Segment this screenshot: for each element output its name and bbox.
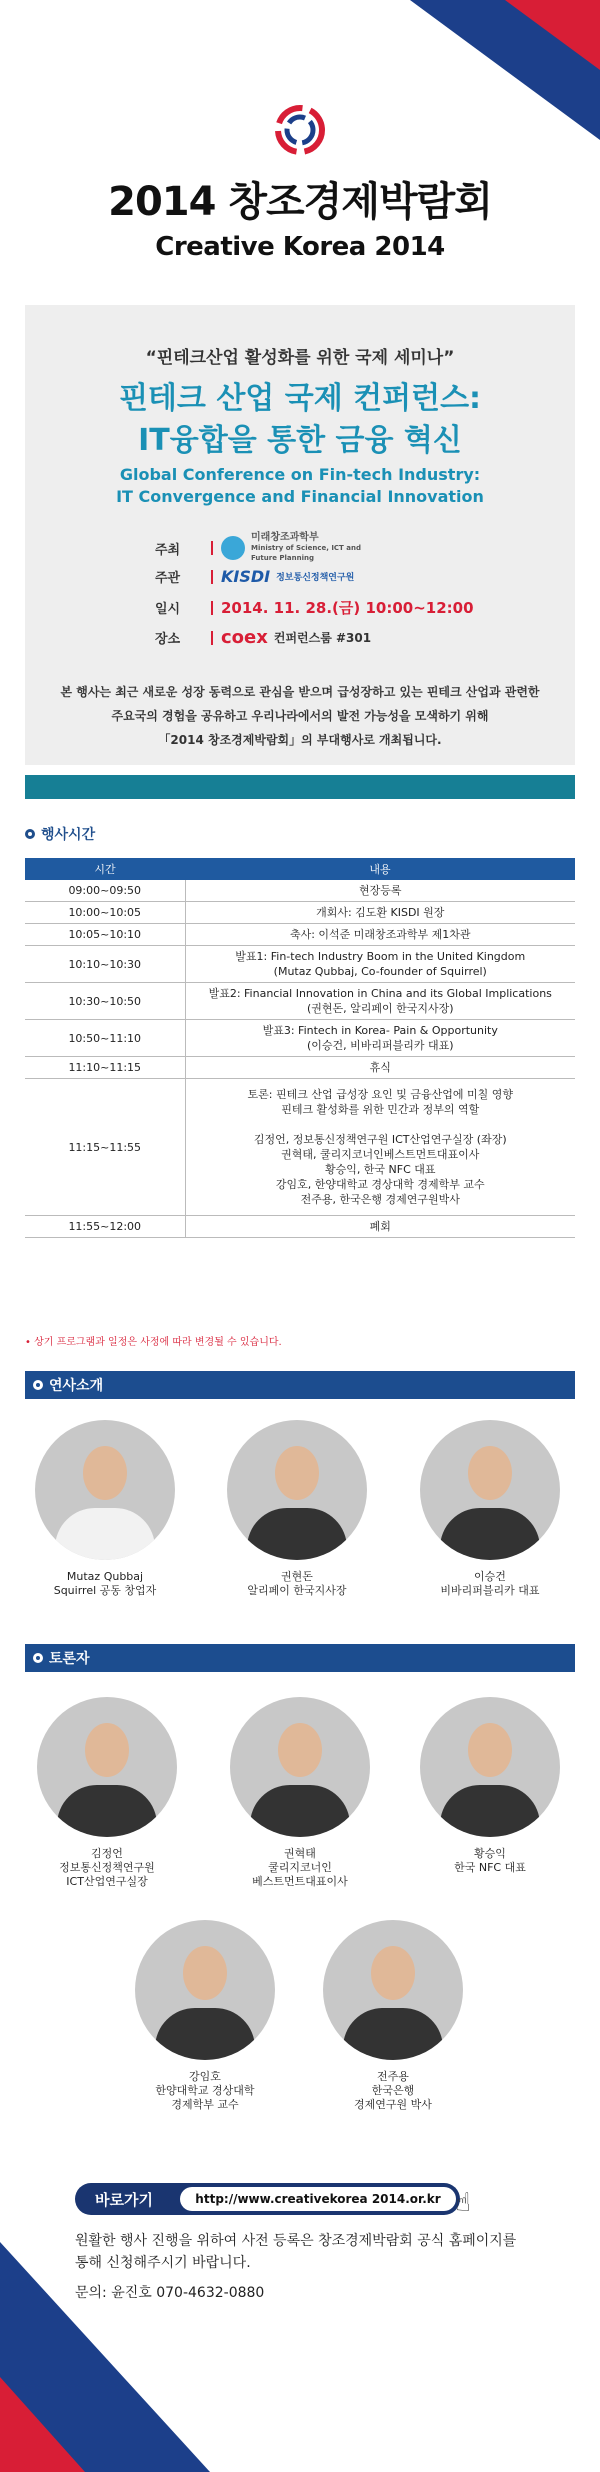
panelist-name: 전주용 — [377, 2070, 409, 2083]
panelist-photo — [420, 1697, 560, 1837]
divider — [211, 601, 213, 615]
panelist-role: 쿨리지코너인 — [268, 1861, 332, 1874]
schedule-time: 10:00~10:05 — [25, 902, 185, 924]
schedule-time: 10:10~10:30 — [25, 946, 185, 983]
schedule-content: 토론: 핀테크 산업 급성장 요인 및 금융산업에 미칠 영향 핀테크 활성화를 위한 민간과 정부의 역할 김정언, 정보통신정책연구원 ICT산업연구실장 (좌장) 권혁태, 쿨리지코너인베스트먼트대표이사 황승익, 한국 NFC 대표 강임호, 한양대학교 경상대학 경제학부 교수 전주용, 한국은행 경제연구원박사 — [185, 1079, 575, 1216]
bullet-icon — [25, 829, 35, 839]
schedule-note: • 상기 프로그램과 일정은 사정에 따라 변경될 수 있습니다. — [25, 1337, 282, 1348]
speaker-photo — [227, 1420, 367, 1560]
panelist-role: 한국 NFC 대표 — [454, 1861, 526, 1874]
page-subtitle: Creative Korea 2014 — [155, 232, 445, 262]
speaker-card — [20, 1420, 190, 1598]
table-row — [25, 924, 575, 946]
divider — [211, 541, 213, 555]
date-row — [155, 597, 474, 618]
table-row — [25, 902, 575, 924]
divider — [211, 631, 213, 645]
goto-label: 바로가기 — [95, 2190, 153, 2209]
venue-value: 컨퍼런스룸 #301 — [273, 631, 372, 645]
venue-row — [155, 627, 371, 648]
panelist-name: 황승익 — [474, 1847, 506, 1860]
organizer-org: 정보통신정책연구원 — [276, 573, 355, 583]
schedule-time: 10:30~10:50 — [25, 983, 185, 1020]
seminar-title: “핀테크산업 활성화를 위한 국제 세미나” — [145, 348, 455, 368]
coex-logo: coex — [221, 627, 268, 648]
speaker-card — [212, 1420, 382, 1598]
description-line2: 주요국의 경험을 공유하고 우리나라에서의 발전 가능성을 모색하기 위해 — [111, 709, 489, 723]
col-time-header: 시간 — [25, 858, 185, 880]
host-org-en: Ministry of Science, ICT and Future Planning — [251, 544, 361, 562]
schedule-time: 11:15~11:55 — [25, 1079, 185, 1216]
panelist-role-2: 베스트먼트대표이사 — [252, 1875, 348, 1888]
panelist-role-2: 경제연구원 박사 — [354, 2098, 432, 2111]
bullet-icon — [33, 1380, 43, 1390]
schedule-time: 09:00~09:50 — [25, 880, 185, 902]
speaker-card — [405, 1420, 575, 1598]
host-org-block — [251, 533, 381, 563]
panelist-card — [405, 1697, 575, 1875]
corner-decoration-red — [505, 0, 600, 70]
speaker-role: Squirrel 공동 창업자 — [53, 1584, 157, 1597]
schedule-content: 현장등록 — [185, 880, 575, 902]
speakers-heading-text: 연사소개 — [49, 1378, 104, 1394]
table-row — [25, 880, 575, 902]
speaker-role: 알리페이 한국지사장 — [247, 1584, 347, 1597]
speaker-photo — [35, 1420, 175, 1560]
table-row — [25, 946, 575, 983]
table-row — [25, 1020, 575, 1057]
schedule-content: 폐회 — [185, 1216, 575, 1238]
panelist-card — [308, 1920, 478, 2112]
schedule-time: 11:55~12:00 — [25, 1216, 185, 1238]
table-row — [25, 1216, 575, 1238]
panelist-card — [120, 1920, 290, 2112]
panel-heading-text: 토론자 — [49, 1651, 90, 1667]
page-title: 2014 창조경제박람회 — [108, 179, 492, 225]
date-label: 일시 — [155, 602, 181, 617]
host-label: 주최 — [155, 542, 181, 558]
schedule-content: 발표3: Fintech in Korea- Pain & Opportunity (이승건, 비바리퍼블리카 대표) — [185, 1020, 575, 1057]
panelist-role: 한양대학교 경상대학 — [155, 2084, 255, 2097]
conference-english-line2: IT Convergence and Financial Innovation — [116, 487, 484, 506]
panelist-card — [22, 1697, 192, 1889]
panel-heading — [25, 1644, 575, 1672]
schedule-time: 11:10~11:15 — [25, 1057, 185, 1079]
corner-decoration-red-bottom — [0, 2377, 85, 2472]
schedule-content: 휴식 — [185, 1057, 575, 1079]
table-row — [25, 1057, 575, 1079]
divider — [211, 570, 213, 584]
schedule-heading-text: 행사시간 — [41, 827, 96, 843]
schedule-content: 축사: 이석준 미래창조과학부 제1차관 — [185, 924, 575, 946]
organizer-row — [155, 567, 354, 586]
notice-line1: 원활한 행사 진행을 위하여 사전 등록은 창조경제박람회 공식 홈페이지를 — [75, 2233, 517, 2249]
panelist-card — [215, 1697, 385, 1889]
panelist-role: 한국은행 — [371, 2084, 415, 2097]
speaker-photo — [420, 1420, 560, 1560]
schedule-heading — [25, 824, 575, 844]
panelist-role-2: ICT산업연구실장 — [66, 1875, 148, 1888]
schedule-content: 개회사: 김도환 KISDI 원장 — [185, 902, 575, 924]
table-row — [25, 983, 575, 1020]
conference-title-line2: IT융합을 통한 금융 혁신 — [138, 423, 462, 458]
organizer-label: 주관 — [155, 571, 181, 586]
pointer-hand-icon: ☝ — [455, 2188, 471, 2218]
ministry-logo-icon — [221, 536, 245, 560]
contact-info: 문의: 윤진호 070-4632-0880 — [75, 2285, 265, 2301]
date-value: 2014. 11. 28.(금) 10:00~12:00 — [221, 599, 474, 617]
schedule-time: 10:05~10:10 — [25, 924, 185, 946]
bullet-icon — [33, 1653, 43, 1663]
panelist-photo — [323, 1920, 463, 2060]
panelist-role: 정보통신정책연구원 — [59, 1861, 155, 1874]
description-line1: 본 행사는 최근 새로운 성장 동력으로 관심을 받으며 급성장하고 있는 핀테크 산업과 관련한 — [60, 685, 540, 699]
host-org: 미래창조과학부 — [251, 532, 319, 543]
panelist-photo — [37, 1697, 177, 1837]
table-row — [25, 1079, 575, 1216]
description-line3: 「2014 창조경제박람회」의 부대행사로 개최됩니다. — [158, 733, 442, 747]
venue-label: 장소 — [155, 632, 181, 647]
table-header-row — [25, 858, 575, 880]
panelist-photo — [230, 1697, 370, 1837]
speaker-role: 비바리퍼블리카 대표 — [440, 1584, 540, 1597]
speaker-name: 권현돈 — [281, 1570, 313, 1583]
notice-line2: 통해 신청해주시기 바랍니다. — [75, 2255, 251, 2271]
divider-band — [25, 775, 575, 799]
panelist-role-2: 경제학부 교수 — [171, 2098, 239, 2111]
schedule-content: 발표2: Financial Innovation in China and its Global Implications (권현돈, 알리페이 한국지사장) — [185, 983, 575, 1020]
kisdi-logo: KISDI — [221, 567, 271, 586]
speaker-name: 이승건 — [474, 1570, 506, 1583]
speakers-heading — [25, 1371, 575, 1399]
conference-info-box — [25, 305, 575, 765]
schedule-content: 발표1: Fin-tech Industry Boom in the United Kingdom (Mutaz Qubbaj, Co-founder of Squirrel) — [185, 946, 575, 983]
panelist-name: 권혁태 — [284, 1847, 316, 1860]
creative-korea-logo-icon — [270, 100, 330, 160]
schedule-time: 10:50~11:10 — [25, 1020, 185, 1057]
panelist-name: 김정언 — [91, 1847, 123, 1860]
panelist-name: 강임호 — [189, 2070, 221, 2083]
schedule-table — [25, 858, 575, 1238]
panelist-photo — [135, 1920, 275, 2060]
goto-link-button[interactable] — [75, 2183, 460, 2215]
conference-english-line1: Global Conference on Fin-tech Industry: — [119, 465, 481, 484]
col-content-header: 내용 — [185, 858, 575, 880]
website-link[interactable]: http://www.creativekorea 2014.or.kr — [180, 2187, 456, 2211]
host-row — [155, 533, 381, 563]
conference-title-line1: 핀테크 산업 국제 컨퍼런스: — [118, 381, 482, 416]
speaker-name: Mutaz Qubbaj — [66, 1570, 144, 1583]
